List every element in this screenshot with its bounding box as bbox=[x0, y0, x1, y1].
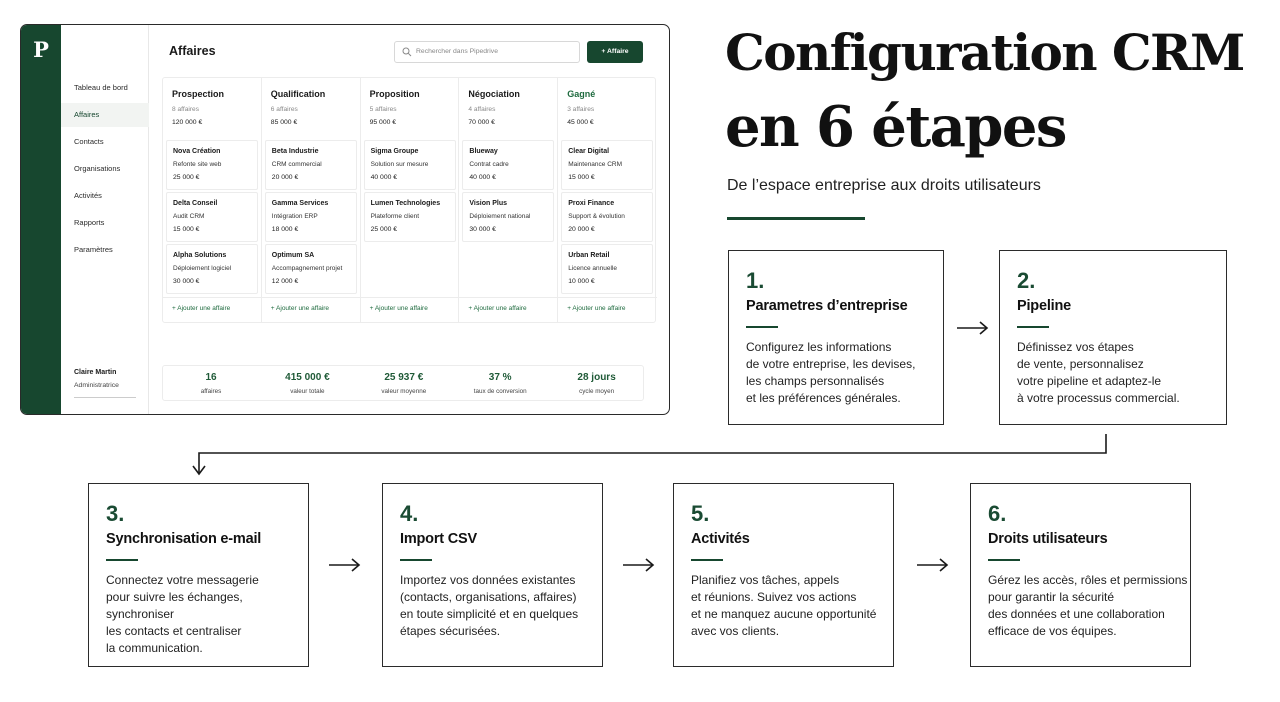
stat-value: 415 000 € bbox=[285, 372, 330, 383]
deal-name: Delta Conseil bbox=[173, 200, 218, 207]
column-title: Prospection bbox=[172, 89, 225, 99]
step-description: Configurez les informations de votre entreprise, les devises, les champs personnalisés et les préférences générales. bbox=[746, 340, 916, 405]
column-title: Négociation bbox=[468, 89, 520, 99]
app-logo: P bbox=[33, 37, 49, 62]
deal-description: Support & évolution bbox=[568, 213, 625, 220]
stat-label: valeur moyenne bbox=[381, 388, 427, 395]
step-box-6 bbox=[970, 483, 1191, 667]
sidebar-item-contacts[interactable]: Contacts bbox=[74, 137, 104, 146]
deal-amount: 18 000 € bbox=[271, 226, 299, 233]
column-count: 6 affaires bbox=[270, 106, 298, 113]
step-title: Import CSV bbox=[400, 531, 477, 547]
step-title: Activités bbox=[691, 531, 750, 547]
step-box-1 bbox=[728, 250, 944, 425]
deal-description: Maintenance CRM bbox=[568, 161, 623, 168]
subtitle: De l’espace entreprise aux droits utilisateurs bbox=[727, 177, 1041, 194]
column-title: Qualification bbox=[270, 89, 326, 99]
deal-description: Accompagnement projet bbox=[271, 265, 343, 272]
step-number: 2. bbox=[1017, 268, 1036, 293]
column-total: 45 000 € bbox=[567, 119, 594, 126]
sidebar-item-activities[interactable]: Activités bbox=[74, 191, 102, 200]
step-title: Parametres d’entreprise bbox=[746, 298, 908, 314]
step-title: Synchronisation e-mail bbox=[106, 531, 262, 547]
column-total: 70 000 € bbox=[468, 119, 495, 126]
step-number: 6. bbox=[988, 501, 1007, 526]
add-deal-link[interactable]: + Ajouter une affaire bbox=[172, 305, 231, 312]
deal-name: Urban Retail bbox=[568, 252, 610, 259]
elbow-arrow-icon bbox=[193, 434, 1106, 474]
column-total: 85 000 € bbox=[270, 119, 298, 126]
column-total: 120 000 € bbox=[172, 119, 203, 126]
deal-description: Refonte site web bbox=[173, 161, 222, 168]
deal-amount: 40 000 € bbox=[370, 174, 398, 181]
sidebar-item-dashboard[interactable]: Tableau de bord bbox=[74, 83, 128, 92]
deal-description: Intégration ERP bbox=[271, 213, 318, 220]
deal-amount: 12 000 € bbox=[271, 278, 299, 285]
deal-description: Licence annuelle bbox=[568, 265, 617, 272]
step-box-4 bbox=[382, 483, 603, 667]
step-number: 4. bbox=[400, 501, 419, 526]
sidebar-item-organizations[interactable]: Organisations bbox=[74, 164, 121, 173]
step-divider bbox=[746, 326, 778, 328]
column-total: 95 000 € bbox=[369, 119, 397, 126]
deal-description: Audit CRM bbox=[173, 213, 205, 220]
step-title: Droits utilisateurs bbox=[988, 531, 1108, 547]
column-title: Proposition bbox=[369, 89, 420, 99]
arrow-right-icon bbox=[917, 559, 947, 571]
deal-amount: 25 000 € bbox=[173, 174, 200, 181]
deal-amount: 15 000 € bbox=[568, 174, 595, 181]
sidebar-item-deals[interactable]: Affaires bbox=[61, 103, 149, 127]
column-count: 5 affaires bbox=[369, 106, 397, 113]
add-deal-link[interactable]: + Ajouter une affaire bbox=[270, 305, 330, 312]
arrow-right-icon bbox=[623, 559, 653, 571]
deal-description: CRM commercial bbox=[271, 161, 322, 168]
deal-name: Optimum SA bbox=[271, 252, 315, 259]
stat-value: 25 937 € bbox=[384, 372, 424, 383]
step-box-2 bbox=[999, 250, 1227, 425]
deal-name: Gamma Services bbox=[271, 200, 329, 207]
stat-label: valeur totale bbox=[290, 388, 325, 395]
main-title-line-1: Configuration CRM bbox=[725, 23, 1244, 82]
deal-name: Clear Digital bbox=[568, 148, 610, 155]
step-description: Définissez vos étapes de vente, personnalisez votre pipeline et adaptez-le à votre processus commercial. bbox=[1017, 340, 1180, 405]
deal-name: Blueway bbox=[469, 148, 498, 155]
deal-name: Vision Plus bbox=[469, 200, 507, 207]
step-description: Importez vos données existantes (contacts, organisations, affaires) en toute simplicité et en quelques étapes sécurisées. bbox=[400, 573, 579, 638]
add-deal-link[interactable]: + Ajouter une affaire bbox=[468, 305, 527, 312]
sidebar-item-settings[interactable]: Paramètres bbox=[74, 245, 113, 254]
stat-label: cycle moyen bbox=[579, 388, 615, 395]
deal-amount: 20 000 € bbox=[568, 226, 595, 233]
deal-amount: 30 000 € bbox=[173, 278, 200, 285]
deal-description: Plateforme client bbox=[370, 213, 420, 220]
step-number: 3. bbox=[106, 501, 125, 526]
deal-name: Beta Industrie bbox=[271, 148, 319, 155]
add-deal-link[interactable]: + Ajouter une affaire bbox=[369, 305, 428, 312]
deal-amount: 25 000 € bbox=[370, 226, 398, 233]
deal-description: Contrat cadre bbox=[469, 161, 509, 168]
deal-name: Alpha Solutions bbox=[173, 252, 227, 259]
step-box-5 bbox=[673, 483, 894, 667]
step-description: Connectez votre messagerie pour suivre les échanges, synchroniser les contacts et centraliser la communication. bbox=[106, 573, 259, 655]
page-title: Affaires bbox=[169, 44, 216, 58]
main-title-line-2: en 6 étapes bbox=[725, 94, 1066, 160]
step-divider bbox=[400, 559, 432, 561]
deal-description: Déploiement logiciel bbox=[173, 265, 232, 272]
deal-amount: 40 000 € bbox=[469, 174, 496, 181]
deal-amount: 30 000 € bbox=[469, 226, 496, 233]
arrow-right-icon bbox=[329, 559, 359, 571]
stat-value: 16 bbox=[205, 372, 217, 383]
step-divider bbox=[106, 559, 138, 561]
user-name[interactable]: Claire Martin bbox=[74, 369, 117, 376]
sidebar-item-reports[interactable]: Rapports bbox=[74, 218, 105, 227]
deal-name: Nova Création bbox=[173, 148, 221, 155]
step-box-3 bbox=[88, 483, 309, 667]
deal-amount: 20 000 € bbox=[271, 174, 299, 181]
deal-amount: 10 000 € bbox=[568, 278, 595, 285]
step-number: 1. bbox=[746, 268, 765, 293]
column-count: 3 affaires bbox=[567, 106, 595, 113]
add-deal-link[interactable]: + Ajouter une affaire bbox=[567, 305, 626, 312]
stat-label: affaires bbox=[200, 388, 222, 395]
deal-description: Déploiement national bbox=[469, 213, 531, 220]
deal-name: Lumen Technologies bbox=[370, 200, 441, 207]
step-description: Planifiez vos tâches, appels et réunions. Suivez vos actions et ne manquez aucune opportunité avec vos clients. bbox=[691, 573, 877, 638]
step-description: Gérez les accès, rôles et permissions pour garantir la sécurité des données et une collaboration efficace de vos équipes. bbox=[988, 573, 1188, 638]
step-divider bbox=[988, 559, 1020, 561]
step-divider bbox=[1017, 326, 1049, 328]
stat-value: 37 % bbox=[488, 372, 512, 383]
column-count: 4 affaires bbox=[468, 106, 496, 113]
deal-description: Solution sur mesure bbox=[370, 161, 429, 168]
stat-label: taux de conversion bbox=[473, 388, 527, 395]
step-number: 5. bbox=[691, 501, 710, 526]
add-deal-button[interactable]: + Affaire bbox=[587, 41, 643, 63]
deal-name: Sigma Groupe bbox=[370, 148, 419, 155]
deal-amount: 15 000 € bbox=[173, 226, 200, 233]
search-placeholder: Rechercher dans Pipedrive bbox=[416, 48, 498, 55]
column-title: Gagné bbox=[567, 89, 596, 99]
step-divider bbox=[691, 559, 723, 561]
arrow-right-icon bbox=[957, 322, 987, 334]
stat-value: 28 jours bbox=[577, 372, 616, 383]
step-title: Pipeline bbox=[1017, 298, 1071, 314]
deal-name: Proxi Finance bbox=[568, 200, 615, 207]
column-count: 8 affaires bbox=[172, 106, 200, 113]
user-role: Administratrice bbox=[74, 382, 119, 389]
